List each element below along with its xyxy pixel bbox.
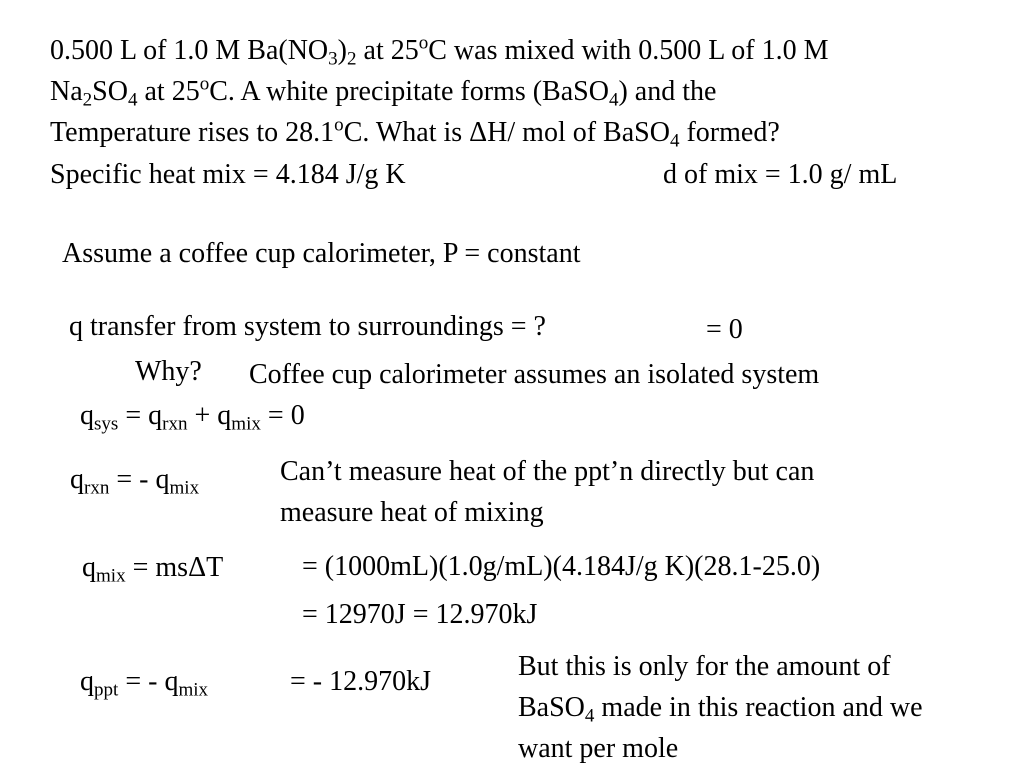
- text: C was mixed with 0.500 L of 1.0 M: [428, 35, 829, 66]
- qrxn-note-line-2: [280, 493, 544, 533]
- text: q transfer from system to surroundings = ?: [69, 311, 546, 342]
- qmix-result: [302, 595, 537, 635]
- text: at 25: [356, 35, 419, 66]
- text: + q: [187, 400, 232, 431]
- specific-heat-text: [50, 155, 406, 195]
- subscript: 4: [608, 89, 619, 111]
- text: want per mole: [518, 733, 679, 764]
- text: d of mix = 1.0 g/ mL: [663, 159, 898, 190]
- subscript: mix: [169, 477, 200, 499]
- qppt-note-line-3: [518, 729, 678, 769]
- text: = - 12.970kJ: [290, 666, 432, 697]
- text: C. A white precipitate forms (BaSO: [209, 76, 609, 107]
- text: measure heat of mixing: [280, 497, 544, 528]
- density-text: [663, 155, 897, 195]
- q-transfer-answer: [706, 310, 743, 350]
- subscript: rxn: [84, 477, 110, 499]
- text: = q: [118, 400, 163, 431]
- problem-line-2: [50, 72, 716, 112]
- qmix-calculation: [302, 547, 820, 587]
- qsys-equation: [80, 396, 305, 436]
- subscript: 4: [669, 130, 680, 152]
- subscript: 4: [584, 705, 595, 727]
- text: Temperature rises to 28.1: [50, 117, 335, 148]
- text: C. What is ΔH/ mol of BaSO: [343, 117, 670, 148]
- text: Can’t measure heat of the ppt’n directly but can: [280, 456, 815, 487]
- assumption-text: [62, 234, 581, 274]
- text: ): [337, 35, 347, 66]
- text: Why?: [135, 356, 202, 387]
- qppt-note-line-2: [518, 688, 923, 728]
- q-transfer-question: [69, 307, 546, 347]
- subscript: 4: [127, 89, 138, 111]
- superscript: o: [334, 114, 344, 136]
- subscript: 2: [347, 48, 357, 70]
- why-label: [135, 352, 202, 392]
- text: = (1000mL)(1.0g/mL)(4.184J/g K)(28.1-25.0): [302, 551, 821, 582]
- subscript: mix: [178, 679, 209, 701]
- text: But this is only for the amount of: [518, 651, 891, 682]
- text: made in this reaction and we: [594, 692, 923, 723]
- text: q: [80, 400, 94, 431]
- text: q: [80, 666, 94, 697]
- text: formed?: [679, 117, 780, 148]
- text: Na: [50, 76, 83, 107]
- problem-line-1: [50, 31, 829, 71]
- text: BaSO: [518, 692, 585, 723]
- text: Specific heat mix = 4.184 J/g K: [50, 159, 406, 190]
- subscript: mix: [231, 413, 261, 435]
- text: Assume a coffee cup calorimeter, P = constant: [62, 238, 581, 269]
- subscript: rxn: [162, 413, 188, 435]
- why-answer: [249, 355, 819, 395]
- qppt-equation: [80, 662, 208, 702]
- superscript: o: [418, 32, 429, 54]
- text: = - q: [109, 464, 170, 495]
- qppt-note-line-1: [518, 647, 891, 687]
- text: Coffee cup calorimeter assumes an isolated system: [249, 359, 820, 390]
- text: = - q: [118, 666, 179, 697]
- qmix-equation: [82, 548, 223, 588]
- text: = msΔT: [125, 552, 224, 583]
- text: SO: [92, 76, 128, 107]
- subscript: ppt: [94, 679, 119, 701]
- subscript: 3: [328, 48, 338, 70]
- text: q: [70, 464, 84, 495]
- superscript: o: [199, 73, 210, 95]
- problem-line-3: [50, 113, 780, 153]
- text: = 0: [260, 400, 305, 431]
- text: 0.500 L of 1.0 M Ba(NO: [50, 35, 329, 66]
- subscript: mix: [96, 565, 126, 587]
- subscript: 2: [82, 89, 93, 111]
- qppt-value: [290, 662, 431, 702]
- qrxn-note-line-1: [280, 452, 814, 492]
- subscript: sys: [94, 413, 119, 435]
- text: at 25: [137, 76, 200, 107]
- text: ) and the: [618, 76, 717, 107]
- text: = 12970J = 12.970kJ: [302, 599, 538, 630]
- text: q: [82, 552, 96, 583]
- qrxn-equation: [70, 460, 199, 500]
- text: = 0: [706, 314, 743, 345]
